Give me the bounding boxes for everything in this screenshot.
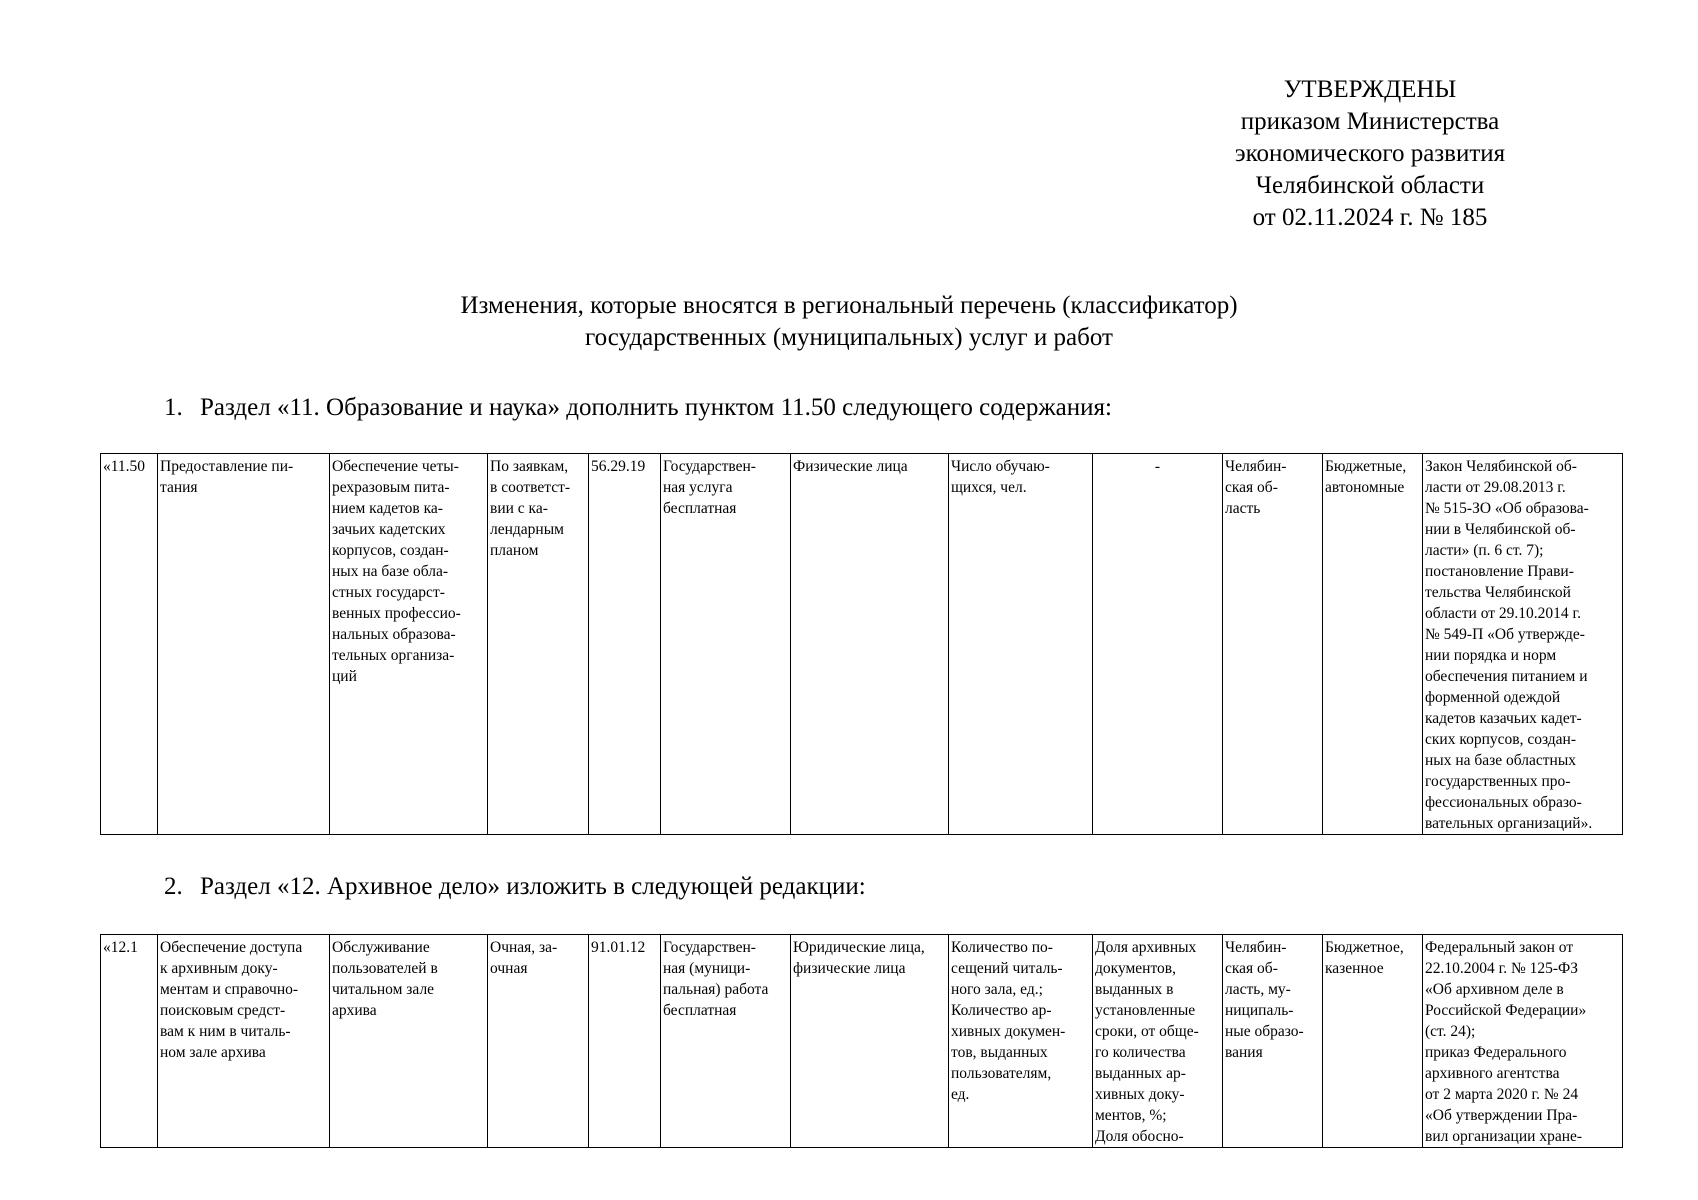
cell-line: Предоставление пи- <box>160 458 294 475</box>
cell-line: тельных организа- <box>332 647 455 664</box>
cell-line: нальных образова- <box>332 626 456 643</box>
cell-line: Физические лица <box>793 458 908 475</box>
cell-line: форменной одеждой <box>1425 689 1561 706</box>
cell-line: лендарным <box>490 521 564 538</box>
cell-line: бесплатная <box>663 500 737 517</box>
cell-line: архивного агентства <box>1425 1065 1560 1082</box>
approval-block <box>1170 74 1570 234</box>
cell-line: пользователей в <box>332 960 438 977</box>
cell-type <box>661 454 791 835</box>
cell-line: ная услуга <box>663 479 733 496</box>
section-number: 1. <box>164 394 183 421</box>
cell-line: тельства Челябинской <box>1425 584 1571 601</box>
cell-line: № 549-П «Об утвержде- <box>1425 626 1585 643</box>
cell-line: ные образо- <box>1225 1023 1304 1040</box>
cell-line: венных профессио- <box>332 605 461 622</box>
cell-line: № 515-ЗО «Об образова- <box>1425 500 1589 517</box>
cell-legal-basis <box>1423 454 1623 835</box>
cell-line: Государствен- <box>663 458 756 475</box>
cell-line: приказ Федерального <box>1425 1044 1567 1061</box>
cell-line: 91.01.12 <box>591 939 646 956</box>
cell-line: Количество по- <box>951 939 1053 956</box>
cell-line: Российской Федерации» <box>1425 1002 1587 1019</box>
cell-line: Челябин- <box>1225 458 1287 475</box>
cell-line: от 2 марта 2020 г. № 24 <box>1425 1086 1579 1103</box>
cell-line: По заявкам, <box>490 458 569 475</box>
cell-line: ном зале архива <box>160 1044 266 1061</box>
cell-content <box>330 935 488 1148</box>
cell-institution-type <box>1323 935 1423 1148</box>
cell-name <box>158 935 330 1148</box>
cell-line: Доля обосно- <box>1095 1128 1184 1145</box>
cell-line: Обеспечение четы- <box>332 458 459 475</box>
cell-line: тания <box>160 479 198 496</box>
cell-line: ных на базе областных <box>1425 752 1577 769</box>
approval-line: Челябинской области <box>1255 172 1485 199</box>
cell-line: Бюджетное, <box>1325 939 1404 956</box>
cell-line: читальном зале <box>332 981 435 998</box>
cell-line: (ст. 24); <box>1425 1023 1476 1040</box>
approval-date-line: от 02.11.2024 г. № 185 <box>1252 204 1488 231</box>
cell-content <box>330 454 488 835</box>
approval-line: экономического развития <box>1234 140 1506 167</box>
cell-legal-basis <box>1423 935 1623 1148</box>
cell-line: выданных в <box>1095 981 1174 998</box>
cell-line: Доля архивных <box>1095 939 1197 956</box>
cell-line: зачьих кадетских <box>332 521 446 538</box>
cell-line: Федеральный закон от <box>1425 939 1574 956</box>
cell-line: ций <box>332 668 357 685</box>
cell-code <box>101 454 158 835</box>
cell-line: 22.10.2004 г. № 125-ФЗ <box>1425 960 1579 977</box>
cell-line: ного зала, ед.; <box>951 981 1043 998</box>
cell-line: Бюджетные, <box>1325 458 1407 475</box>
cell-line: документов, <box>1095 960 1176 977</box>
cell-line: сещений читаль- <box>951 960 1063 977</box>
cell-line: ласти от 29.08.2013 г. <box>1425 479 1566 496</box>
cell-volume-indicator <box>949 454 1093 835</box>
cell-line: вания <box>1225 1044 1263 1061</box>
cell-line: в соответст- <box>490 479 571 496</box>
cell-line: 56.29.19 <box>591 458 646 475</box>
cell-line: вил организации хране- <box>1425 1128 1583 1145</box>
cell-line: архива <box>332 1002 377 1019</box>
cell-line: бесплатная <box>663 1002 737 1019</box>
cell-line: Количество ар- <box>951 1002 1052 1019</box>
cell-line: ласть, му- <box>1225 981 1291 998</box>
cell-line: пальная) работа <box>663 981 769 998</box>
cell-conditions <box>488 454 589 835</box>
table-row <box>101 935 1623 1148</box>
cell-line: Обеспечение доступа <box>160 939 303 956</box>
cell-line: тов, выданных <box>951 1044 1048 1061</box>
cell-line: сроки, от обще- <box>1095 1023 1199 1040</box>
cell-code <box>101 935 158 1148</box>
cell-line: хивных доку- <box>1095 1086 1185 1103</box>
cell-line: Юридические лица, <box>793 939 925 956</box>
cell-line: вательных организаций». <box>1425 815 1593 832</box>
cell-line: к архивным доку- <box>160 960 278 977</box>
cell-type <box>661 935 791 1148</box>
section-1-heading <box>164 392 1112 424</box>
cell-line: ская об- <box>1225 960 1278 977</box>
section-2-table <box>100 934 1623 1148</box>
cell-line: ментов, %; <box>1095 1107 1167 1124</box>
title-line: государственных (муниципальных) услуг и работ <box>585 324 1113 351</box>
cell-line: планом <box>490 542 539 559</box>
section-2-heading <box>164 871 866 903</box>
cell-line: физические лица <box>793 960 906 977</box>
cell-okved <box>589 454 661 835</box>
cell-line: вам к ним в читаль- <box>160 1023 291 1040</box>
cell-line: ед. <box>951 1086 970 1103</box>
cell-line: «Об утверждении Пра- <box>1425 1107 1578 1124</box>
approval-line: УТВЕРЖДЕНЫ <box>1283 76 1457 103</box>
cell-line: ских корпусов, создан- <box>1425 731 1577 748</box>
cell-line: постановление Прави- <box>1425 563 1574 580</box>
section-heading-text: Раздел «12. Архивное дело» изложить в следующей редакции: <box>200 873 866 900</box>
cell-line: Очная, за- <box>490 939 558 956</box>
cell-line: Число обучаю- <box>951 458 1050 475</box>
cell-line: стных государст- <box>332 584 445 601</box>
cell-line: ниципаль- <box>1225 1002 1294 1019</box>
cell-line: вии с ка- <box>490 500 548 517</box>
cell-line: установленные <box>1095 1002 1196 1019</box>
cell-line: нием кадетов ка- <box>332 500 443 517</box>
cell-line: корпусов, создан- <box>332 542 449 559</box>
cell-line: нии в Челябинской об- <box>1425 521 1576 538</box>
cell-volume-indicator <box>949 935 1093 1148</box>
cell-line: ментам и справочно- <box>160 981 299 998</box>
cell-line: Обслуживание <box>332 939 430 956</box>
cell-founder <box>1223 935 1323 1148</box>
cell-line: Закон Челябинской об- <box>1425 458 1577 475</box>
cell-quality-indicator <box>1093 935 1223 1148</box>
cell-line: области от 29.10.2014 г. <box>1425 605 1581 622</box>
cell-line: хивных докумен- <box>951 1023 1066 1040</box>
cell-line: - <box>1154 458 1161 475</box>
cell-line: щихся, чел. <box>951 479 1027 496</box>
cell-line: «11.50 <box>103 458 146 475</box>
section-1-table <box>100 453 1623 835</box>
cell-line: «12.1 <box>103 939 138 956</box>
cell-line: «Об архивном деле в <box>1425 981 1564 998</box>
cell-okved <box>589 935 661 1148</box>
cell-line: Государствен- <box>663 939 756 956</box>
cell-founder <box>1223 454 1323 835</box>
section-heading-text: Раздел «11. Образование и наука» дополнить пунктом 11.50 следующего содержания: <box>200 394 1112 421</box>
cell-line: кадетов казачьих кадет- <box>1425 710 1582 727</box>
section-number: 2. <box>164 873 183 900</box>
cell-line: ных на базе обла- <box>332 563 449 580</box>
cell-consumers <box>791 454 949 835</box>
cell-institution-type <box>1323 454 1423 835</box>
title-line: Изменения, которые вносятся в региональный перечень (классификатор) <box>460 292 1238 319</box>
cell-line: очная <box>490 960 528 977</box>
cell-line: выданных ар- <box>1095 1065 1186 1082</box>
cell-line: обеспечения питанием и <box>1425 668 1588 685</box>
cell-line: поисковым средст- <box>160 1002 286 1019</box>
cell-line: пользователям, <box>951 1065 1052 1082</box>
cell-line: ласть <box>1225 500 1261 517</box>
cell-name <box>158 454 330 835</box>
cell-line: казенное <box>1325 960 1384 977</box>
cell-line: автономные <box>1325 479 1405 496</box>
approval-line: приказом Министерства <box>1240 108 1500 135</box>
cell-quality-indicator <box>1093 454 1223 835</box>
cell-line: рехразовым пита- <box>332 479 450 496</box>
document-title <box>0 290 1698 354</box>
cell-line: ная (муници- <box>663 960 751 977</box>
cell-line: ская об- <box>1225 479 1278 496</box>
cell-line: государственных про- <box>1425 773 1571 790</box>
cell-line: Челябин- <box>1225 939 1287 956</box>
cell-consumers <box>791 935 949 1148</box>
cell-line: го количества <box>1095 1044 1186 1061</box>
cell-conditions <box>488 935 589 1148</box>
cell-line: нии порядка и норм <box>1425 647 1557 664</box>
cell-line: ласти» (п. 6 ст. 7); <box>1425 542 1544 559</box>
table-row <box>101 454 1623 835</box>
cell-line: фессиональных образо- <box>1425 794 1582 811</box>
